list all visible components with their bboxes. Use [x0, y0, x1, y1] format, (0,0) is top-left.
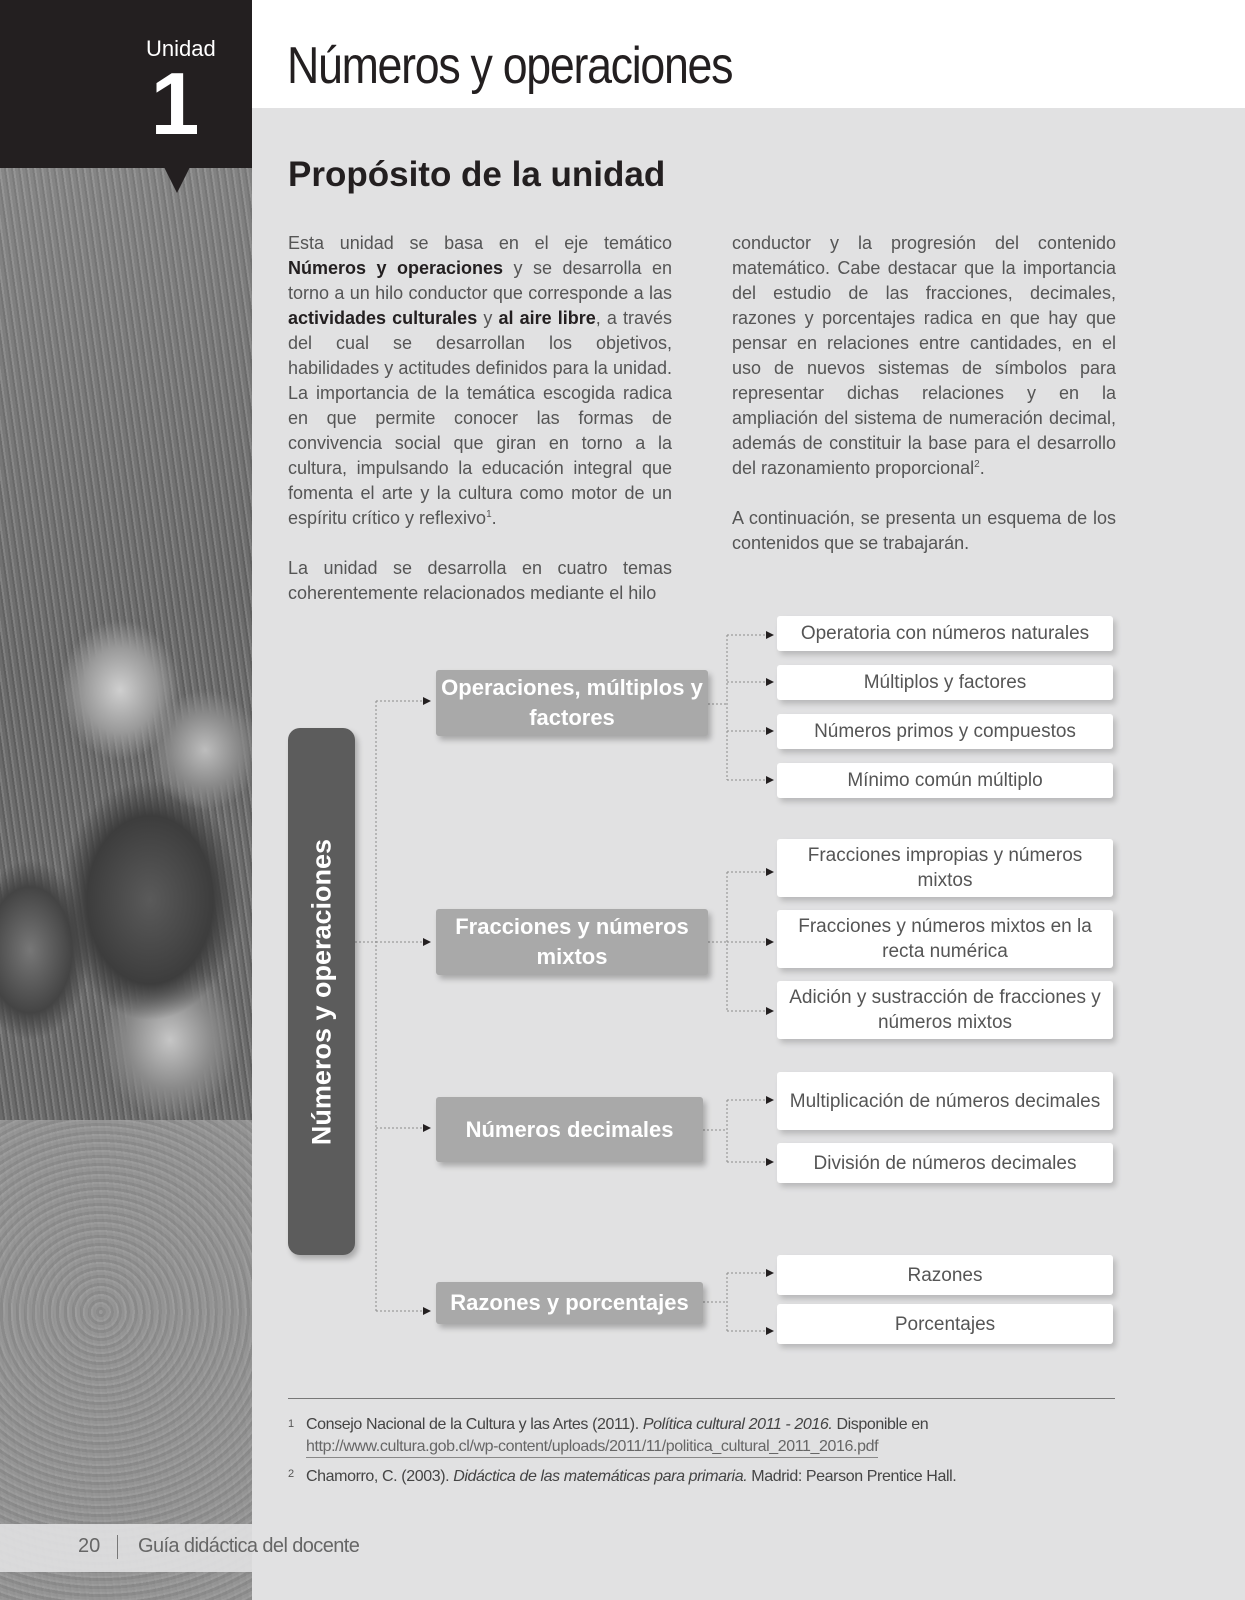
- subtopic-node: Porcentajes: [777, 1304, 1113, 1344]
- footer-divider: [117, 1535, 118, 1559]
- subtopic-node: Fracciones y números mixtos en la recta numérica: [777, 910, 1113, 968]
- footer-text: Guía didáctica del docente: [138, 1535, 360, 1557]
- unit-number: 1: [150, 54, 200, 153]
- unit-label: Unidad: [146, 36, 216, 61]
- body-column-left: [288, 231, 672, 631]
- diagram-root-node: [288, 728, 355, 1255]
- bold-term: al aire libre: [498, 308, 596, 328]
- footnote-ref: 2: [974, 459, 980, 470]
- topic-node: Fracciones y números mixtos: [436, 909, 708, 975]
- page-number: 20: [78, 1535, 101, 1557]
- footnote-link[interactable]: http://www.cultura.gob.cl/wp-content/uploads/2011/11/politica_cultural_2011_2016.pdf: [306, 1437, 878, 1458]
- body-paragraph: Esta unidad se basa en el eje temático Números y operaciones y se desarrolla en torno a un hilo conductor que corresponde a las actividades culturales y al aire libre, a través del cual se desarrollan los objetivos, habilidades y actitudes definidos para la unidad. La importancia de la temática escogida radica en que permite conocer las formas de convivencia social que giran en torno a la cultura, impulsando la educación integral que fomenta el arte y la cultura como motor de un espíritu crítico y reflexivo$^1$.: [288, 233, 673, 528]
- page-title: Números y operaciones: [287, 37, 733, 95]
- topic-node: Números decimales: [436, 1097, 703, 1162]
- footnote-number: 2: [288, 1468, 294, 1480]
- subtopic-node: Operatoria con números naturales: [777, 616, 1113, 651]
- subtopic-node: Razones: [777, 1255, 1113, 1295]
- subtopic-node: Fracciones impropias y números mixtos: [777, 839, 1113, 897]
- subtopic-node: Múltiplos y factores: [777, 665, 1113, 700]
- diagram-root-label: Números y operaciones: [306, 838, 336, 1145]
- topic-node: Razones y porcentajes: [436, 1282, 703, 1324]
- unit-badge-pointer: [164, 167, 190, 193]
- footnote: 2 Chamorro, C. (2003). Didáctica de las matemáticas para primaria. Madrid: Pearson Prentice Hall.: [288, 1468, 957, 1485]
- footnote-divider: [288, 1398, 1115, 1399]
- bold-term: actividades culturales: [288, 308, 478, 328]
- body-paragraph: La unidad se desarrolla en cuatro temas coherentemente relacionados mediante el hilo: [288, 558, 672, 603]
- section-title: Propósito de la unidad: [288, 155, 666, 194]
- bold-term: Números y operaciones: [288, 258, 504, 278]
- unit-badge: [0, 0, 252, 168]
- subtopic-node: División de números decimales: [777, 1143, 1113, 1183]
- footnote-ref: 1: [486, 509, 492, 520]
- topic-node: Operaciones, múltiplos y factores: [436, 670, 708, 736]
- body-paragraph: conductor y la progresión del contenido matemático. Cabe destacar que la importancia del estudio de las fracciones, decimales, razones y porcentajes radica en que hay que pensar en relaciones entre cantidades, en el uso de nuevos sistemas de símbolos para representar dichas relaciones y en la ampliación del sistema de numeración decimal, además de constituir la base para el desarrollo del razonamiento proporcional$^2$.: [732, 233, 1116, 478]
- subtopic-node: Mínimo común múltiplo: [777, 763, 1113, 798]
- subtopic-node: Números primos y compuestos: [777, 714, 1113, 749]
- footnote: 1 Consejo Nacional de la Cultura y las Artes (2011). Política cultural 2011 - 2016. Disponible en: [288, 1412, 928, 1437]
- footnote-number: 1: [288, 1418, 294, 1430]
- subtopic-node: Multiplicación de números decimales: [777, 1072, 1113, 1130]
- subtopic-node: Adición y sustracción de fracciones y números mixtos: [777, 981, 1113, 1039]
- body-column-right: [732, 231, 1116, 581]
- body-paragraph: A continuación, se presenta un esquema de los contenidos que se trabajarán.: [732, 508, 1116, 553]
